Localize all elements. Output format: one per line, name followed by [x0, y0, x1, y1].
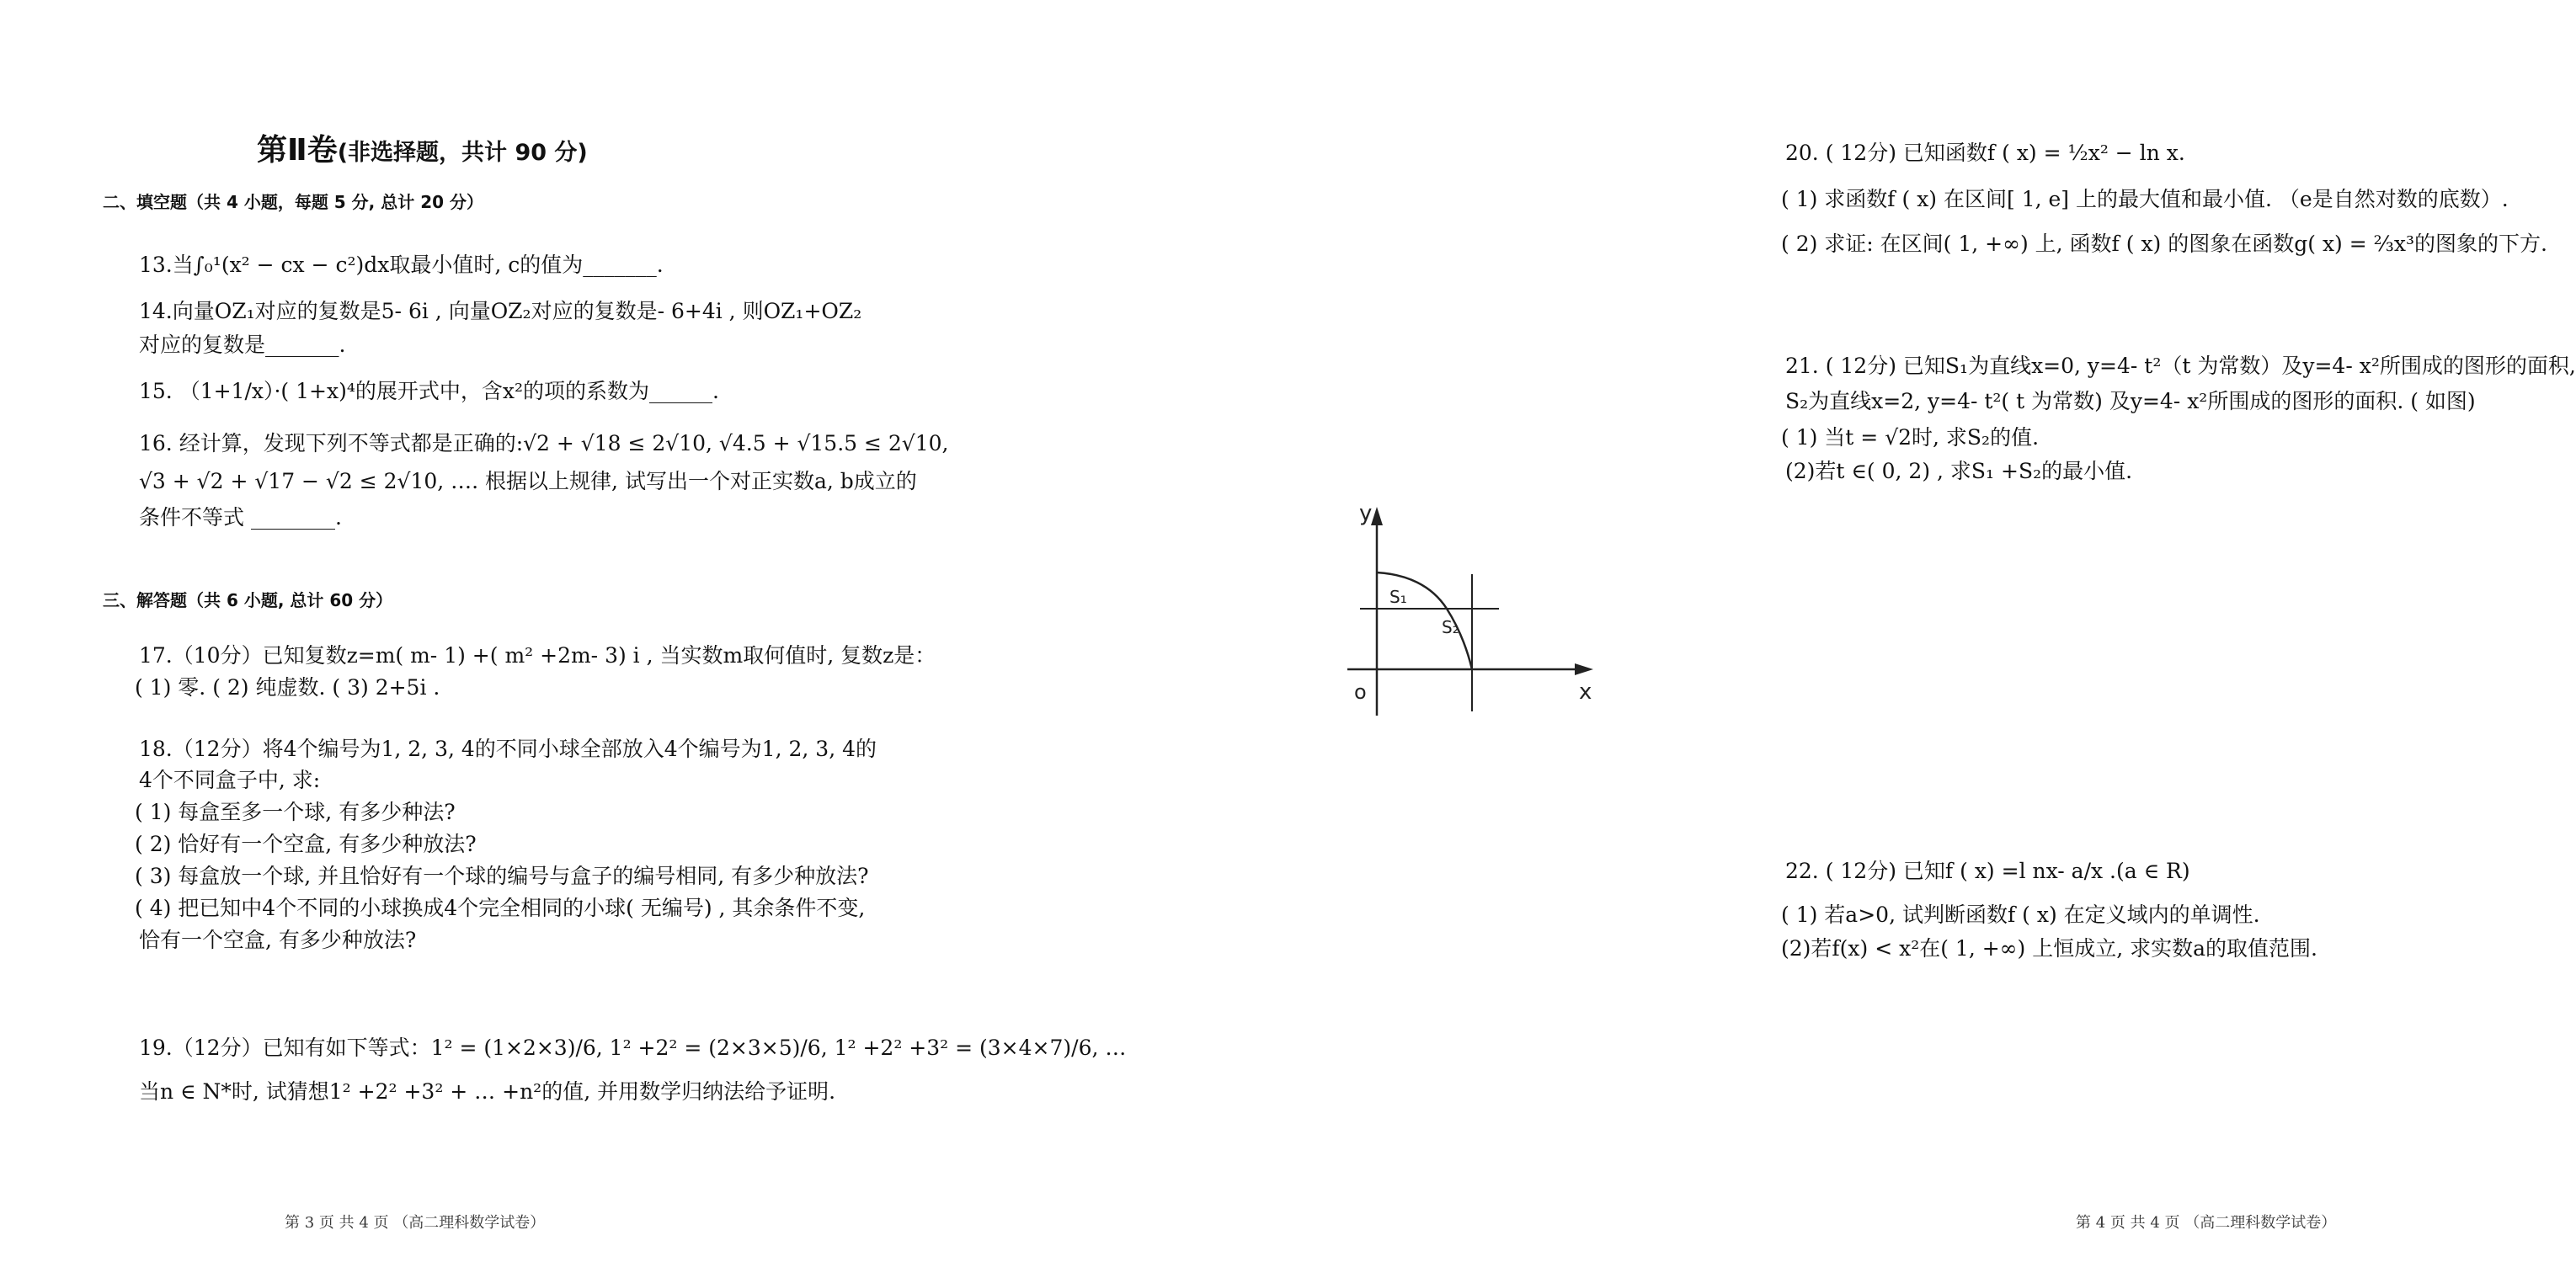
section-fill-in-heading: 二、填空题（共 4 小题，每题 5 分, 总计 20 分）: [103, 192, 484, 212]
footer-page-3: 第 3 页 共 4 页 （高二理科数学试卷）: [285, 1214, 546, 1232]
question-22-part-1: ( 1) 若a>0, 试判断函数f ( x) 在定义域内的单调性.: [1781, 903, 2260, 927]
question-18-part-2: ( 2) 恰好有一个空盒, 有多少种放法?: [135, 832, 477, 856]
question-18-line-1: 18.（12分）将4个编号为1, 2, 3, 4的不同小球全部放入4个编号为1, 2, 3, 4的: [139, 737, 877, 761]
question-21-part-2: (2)若t ∈( 0, 2) , 求S₁ +S₂的最小值.: [1785, 459, 2133, 483]
question-21-line-2: S₂为直线x=2, y=4- t²( t 为常数) 及y=4- x²所围成的图形的面积. ( 如图): [1785, 389, 2476, 413]
question-13: 13.当∫₀¹(x² − cx − c²)dx取最小值时, c的值为_______.: [139, 253, 664, 277]
question-21-part-1: ( 1) 当t = √2时, 求S₂的值.: [1781, 425, 2040, 450]
footer-page-4: 第 4 页 共 4 页 （高二理科数学试卷）: [2076, 1214, 2337, 1232]
part-subheading: (非选择题，共计 90 分): [337, 140, 588, 166]
question-22-part-2: (2)若f(x) < x²在( 1, +∞) 上恒成立, 求实数a的取值范围.: [1781, 936, 2317, 961]
x-axis-label: x: [1579, 679, 1592, 705]
question-16-line-3: 条件不等式 ________.: [139, 505, 342, 530]
question-17-line-2: ( 1) 零. ( 2) 纯虚数. ( 3) 2+5i .: [135, 675, 440, 700]
question-14-line-2: 对应的复数是_______.: [139, 333, 346, 357]
y-axis-arrow: [1371, 507, 1383, 525]
question-19-line-1: 19.（12分）已知有如下等式：1² = (1×2×3)/6, 1² +2² = (2×3×5)/6, 1² +2² +3² = (3×4×7)/6, …: [139, 1036, 1127, 1060]
s1-label: S₁: [1389, 587, 1407, 607]
question-18-part-4: ( 4) 把已知中4个不同的小球换成4个完全相同的小球( 无编号) , 其余条件不变,: [135, 896, 866, 920]
question-18-part-4-cont: 恰有一个空盒, 有多少种放法?: [139, 928, 417, 952]
question-20-part-2: ( 2) 求证: 在区间( 1, +∞) 上, 函数f ( x) 的图象在函数g( x) = ⅔x³的图象的下方.: [1781, 232, 2547, 256]
question-18-part-3: ( 3) 每盒放一个球, 并且恰好有一个球的编号与盒子的编号相同, 有多少种放法?: [135, 864, 869, 888]
s2-label: S₂: [1442, 617, 1459, 637]
question-17-line-1: 17.（10分）已知复数z=m( m- 1) +( m² +2m- 3) i , 当实数m取何值时, 复数z是：: [139, 643, 936, 668]
question-20-part-1: ( 1) 求函数f ( x) 在区间[ 1, e] 上的最大值和最小值. （e是自然对数的底数）.: [1781, 187, 2509, 211]
question-15: 15. （1+1/x）·( 1+x)⁴的展开式中，含x²的项的系数为______.: [139, 379, 719, 403]
question-16-line-1: 16. 经计算，发现下列不等式都是正确的:√2 + √18 ≤ 2√10, √4.5 + √15.5 ≤ 2√10,: [139, 431, 949, 455]
x-axis-arrow: [1575, 663, 1593, 675]
question-18-part-1: ( 1) 每盒至多一个球, 有多少种法?: [135, 800, 456, 824]
question-16-line-2: √3 + √2 + √17 − √2 ≤ 2√10, …. 根据以上规律, 试写出一个对正实数a, b成立的: [139, 469, 917, 493]
question-14-line-1: 14.向量OZ₁对应的复数是5- 6i , 向量OZ₂对应的复数是- 6+4i , 则OZ₁+OZ₂: [139, 299, 862, 323]
question-20-line-1: 20. ( 12分) 已知函数f ( x) = ½x² − ln x.: [1785, 141, 2185, 165]
exam-part-title: [257, 126, 588, 169]
part-heading: 第Ⅱ卷: [257, 133, 338, 168]
section-solve-heading: 三、解答题（共 6 小题, 总计 60 分）: [103, 590, 393, 610]
page-3: [0, 0, 1127, 1278]
question-22-line-1: 22. ( 12分) 已知f ( x) =l nx- a/x .(a ∈ R): [1785, 859, 2190, 883]
question-19-line-2: 当n ∈ N*时, 试猜想1² +2² +3² + … +n²的值, 并用数学归纳法给予证明.: [139, 1079, 836, 1104]
question-18-line-2: 4个不同盒子中, 求:: [139, 768, 321, 792]
y-axis-label: y: [1359, 501, 1373, 526]
area-diagram: [1347, 497, 1600, 716]
question-21-line-1: 21. ( 12分) 已知S₁为直线x=0, y=4- t²（t 为常数）及y=4- x²所围成的图形的面积,: [1785, 354, 2576, 378]
origin-label: o: [1354, 680, 1367, 704]
